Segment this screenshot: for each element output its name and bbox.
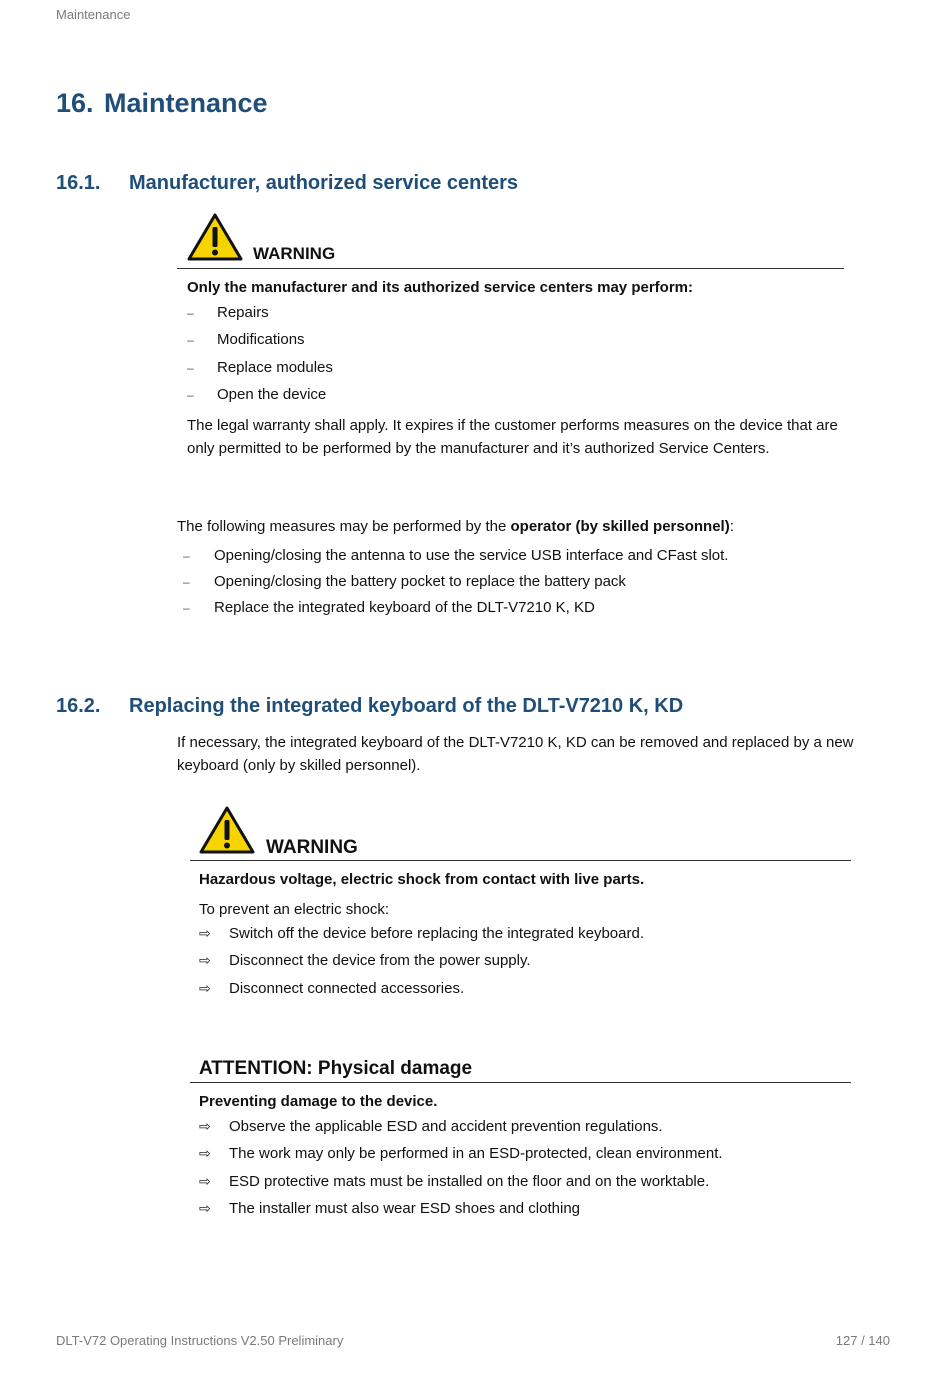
- list-item: – Opening/closing the battery pocket to replace the battery pack: [183, 573, 626, 590]
- footer-document-title: DLT-V72 Operating Instructions V2.50 Preliminary: [56, 1333, 344, 1348]
- dash-bullet: –: [187, 387, 194, 402]
- list-item: ⇨ ESD protective mats must be installed on the floor and on the worktable.: [199, 1172, 710, 1190]
- warranty-note: The legal warranty shall apply. It expires if the customer performs measures on the device that are only permitted to be performed by the manufacturer and it’s authorized Service Centers.: [187, 417, 838, 457]
- attention-divider: [190, 1082, 851, 1083]
- list-item: ⇨ The installer must also wear ESD shoes and clothing: [199, 1199, 581, 1217]
- list-item: ⇨ Observe the applicable ESD and accident prevention regulations.: [199, 1118, 663, 1135]
- arrow-right-icon: ⇨: [199, 952, 211, 969]
- list-item: – Repairs: [187, 304, 269, 321]
- list-item: ⇨ Disconnect the device from the power supply.: [199, 952, 531, 970]
- section-title: Manufacturer, authorized service centers: [129, 172, 519, 194]
- list-item: – Opening/closing the antenna to use the service USB interface and CFast slot.: [183, 547, 729, 564]
- operator-emphasis: operator (by skilled personnel): [510, 518, 730, 535]
- arrow-right-icon: ⇨: [199, 1172, 211, 1189]
- arrow-right-icon: ⇨: [199, 1145, 211, 1162]
- dash-bullet: –: [187, 306, 194, 320]
- shock-prevention-list: [199, 925, 839, 1007]
- section-number: 16.1.: [56, 172, 101, 194]
- warning-divider: [177, 268, 844, 269]
- warning-divider: [190, 860, 851, 861]
- list-item: ⇨ Switch off the device before replacing the integrated keyboard.: [199, 925, 644, 942]
- list-item: – Replace the integrated keyboard of the DLT-V7210 K, KD: [183, 599, 595, 616]
- attention-lead: Preventing damage to the device.: [199, 1093, 438, 1110]
- warning-triangle-icon: [199, 806, 255, 854]
- list-item: – Modifications: [187, 331, 305, 349]
- chapter-heading: [56, 88, 268, 119]
- warning-sub: To prevent an electric shock:: [199, 901, 390, 918]
- warning-lead: Hazardous voltage, electric shock from contact with live parts.: [199, 871, 645, 888]
- footer-page-number: 127 / 140: [835, 1333, 890, 1348]
- arrow-right-icon: ⇨: [199, 1199, 211, 1216]
- section-heading-16-1: [56, 172, 518, 195]
- chapter-number: 16.: [56, 88, 94, 118]
- arrow-right-icon: ⇨: [199, 979, 211, 996]
- operator-intro: The following measures may be performed by the operator (by skilled personnel):: [177, 518, 734, 535]
- section-intro: If necessary, the integrated keyboard of the DLT-V7210 K, KD can be removed and replaced by a new keyboard (only by skilled personnel).: [177, 734, 854, 774]
- list-item: – Replace modules: [187, 358, 333, 376]
- section-number: 16.2.: [56, 695, 101, 717]
- dash-bullet: –: [183, 601, 190, 615]
- dash-bullet: –: [187, 360, 194, 375]
- list-item: – Open the device: [187, 385, 327, 403]
- warning-label: WARNING: [266, 837, 358, 858]
- list-item: ⇨ Disconnect connected accessories.: [199, 979, 465, 997]
- dash-bullet: –: [187, 333, 194, 348]
- section-title: Replacing the integrated keyboard of the DLT-V7210 K, KD: [129, 695, 684, 717]
- chapter-title: Maintenance: [104, 88, 268, 118]
- warning-lead: Only the manufacturer and its authorized service centers may perform:: [187, 279, 693, 296]
- dash-bullet: –: [183, 549, 190, 563]
- warning-label: WARNING: [253, 244, 336, 263]
- running-header: Maintenance: [56, 7, 131, 22]
- esd-precautions-list: [199, 1118, 839, 1227]
- dash-bullet: –: [183, 575, 190, 589]
- warning-restricted-list: [187, 304, 827, 413]
- attention-label: ATTENTION: Physical damage: [199, 1058, 473, 1079]
- list-item: ⇨ The work may only be performed in an ESD-protected, clean environment.: [199, 1145, 723, 1163]
- arrow-right-icon: ⇨: [199, 1118, 211, 1134]
- operator-measures-list: [183, 547, 903, 625]
- arrow-right-icon: ⇨: [199, 925, 211, 941]
- warning-triangle-icon: [187, 213, 243, 261]
- section-heading-16-2: [56, 695, 683, 718]
